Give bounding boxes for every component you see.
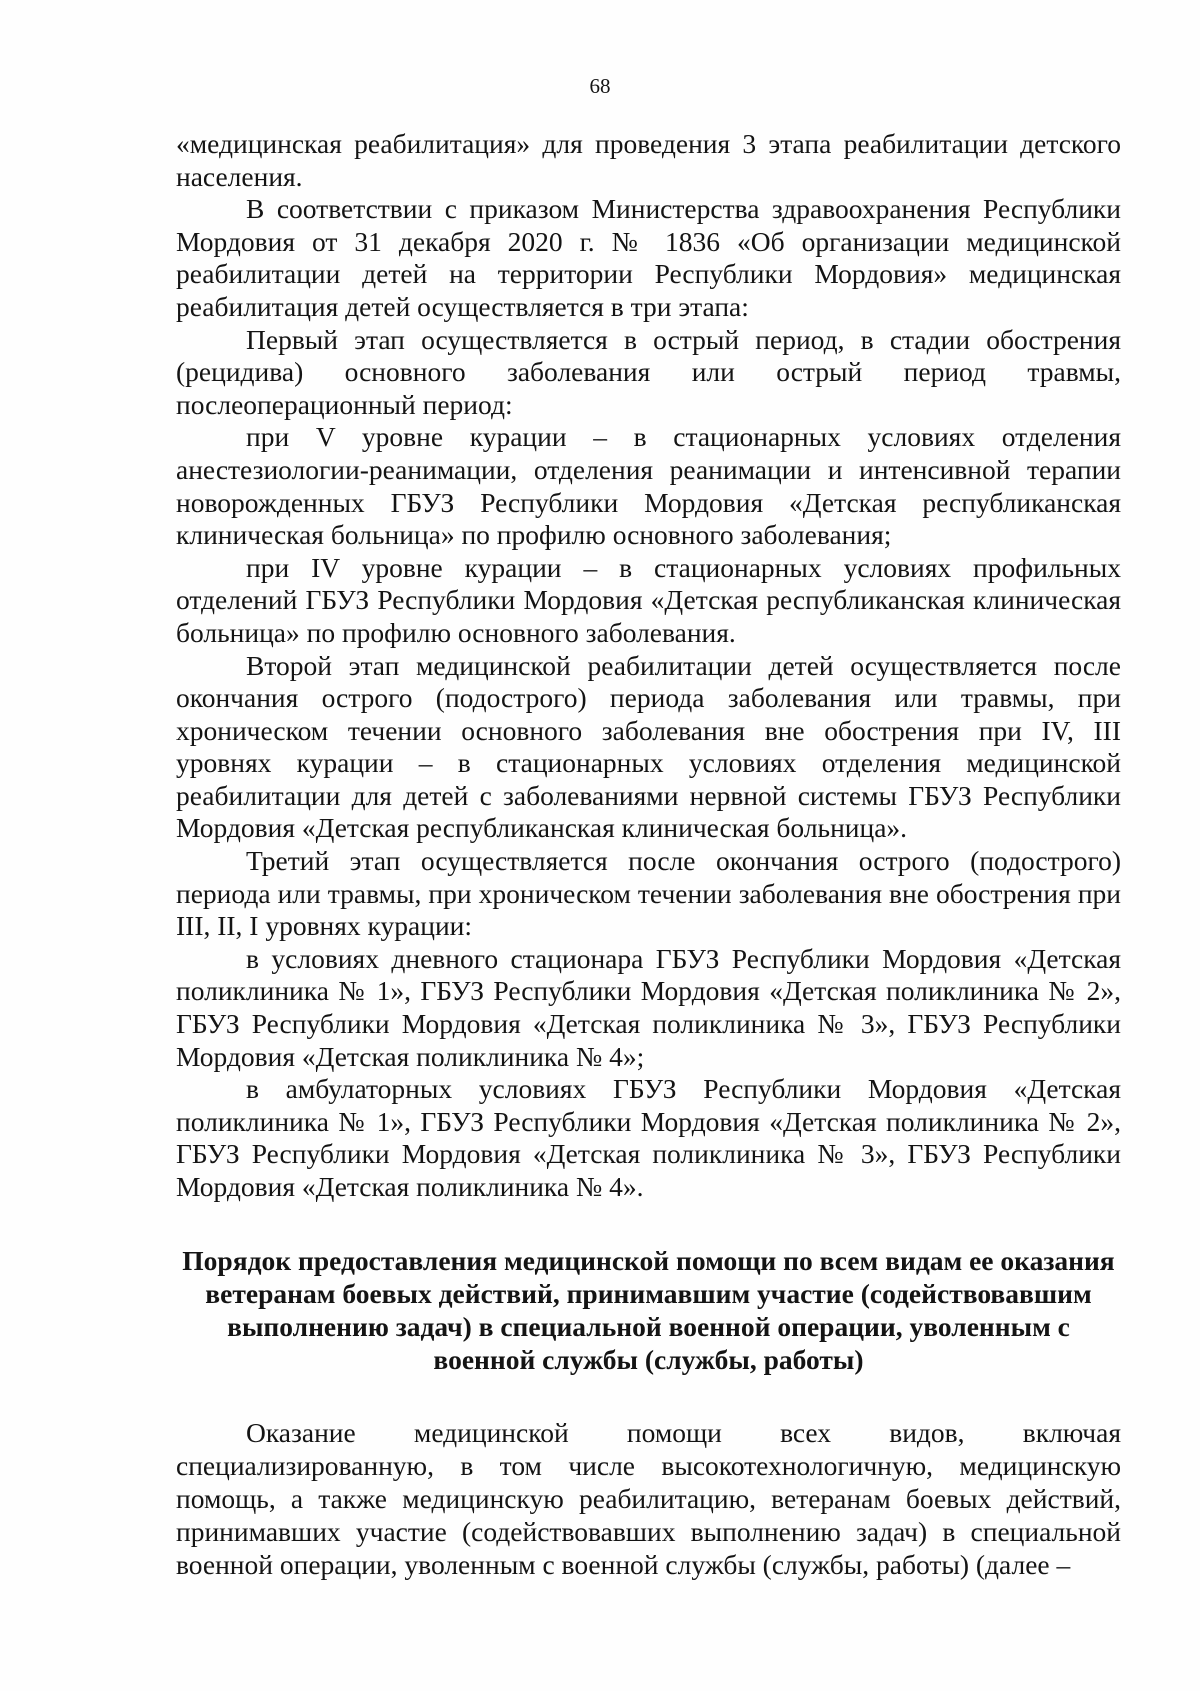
page-number: 68: [589, 74, 611, 98]
paragraph: при IV уровне курации – в стационарных условиях профильных отделений ГБУЗ Республики Мордовия «Детская республиканская клиническая больница» по профилю основного заболевания.: [176, 551, 1121, 648]
section-paragraph: Оказание медицинской помощи всех видов, включая специализированную, в том числе высокотехнологичную, медицинскую помощь, а также медицинскую реабилитацию, ветеранам боевых действий, принимавших участие (содействовавших выполнению задач) в специальной военной операции, уволенным с военной службы (службы, работы) (далее –: [176, 1417, 1121, 1580]
veterans-section: [176, 1244, 1121, 1581]
paragraph: при V уровне курации – в стационарных условиях отделения анестезиологии-реанимации, отделения реанимации и интенсивной терапии новорожденных ГБУЗ Республики Мордовия «Детская республиканская клиническая больница» по профилю основного заболевания;: [176, 421, 1121, 551]
paragraph: в амбулаторных условиях ГБУЗ Республики Мордовия «Детская поликлиника № 1», ГБУЗ Республики Мордовия «Детская поликлиника № 2», ГБУЗ Республики Мордовия «Детская поликлиника № 3», ГБУЗ Республики Мордовия «Детская поликлиника № 4».: [176, 1073, 1121, 1202]
paragraph: Второй этап медицинской реабилитации детей осуществляется после окончания острого (подострого) периода заболевания или травмы, при хроническом течении основного заболевания вне обострения при IV, III уровнях курации – в стационарных условиях отделения медицинской реабилитации для детей с заболеваниями нервной системы ГБУЗ Республики Мордовия «Детская республиканская клиническая больница».: [176, 649, 1121, 844]
document-body: [176, 128, 1121, 1204]
section-heading: Порядок предоставления медицинской помощи по всем видам ее оказания ветеранам боевых действий, принимавшим участие (содействовавшим выполнению задач) в специальной военной операции, уволенным с военной службы (службы, работы): [182, 1245, 1115, 1375]
paragraph: Третий этап осуществляется после окончания острого (подострого) периода или травмы, при хроническом течении заболевания вне обострения при III, II, I уровнях курации:: [176, 845, 1121, 942]
paragraph: в условиях дневного стационара ГБУЗ Республики Мордовия «Детская поликлиника № 1», ГБУЗ Республики Мордовия «Детская поликлиника № 2», ГБУЗ Республики Мордовия «Детская поликлиника № 3», ГБУЗ Республики Мордовия «Детская поликлиника № 4»;: [176, 942, 1121, 1072]
paragraph-continuation: «медицинская реабилитация» для проведения 3 этапа реабилитации детского населения.: [176, 128, 1121, 192]
paragraph: Первый этап осуществляется в острый период, в стадии обострения (рецидива) основного заболевания или острый период травмы, послеоперационный период:: [176, 323, 1121, 420]
paragraph: В соответствии с приказом Министерства здравоохранения Республики Мордовия от 31 декабря 2020 г. № 1836 «Об организации медицинской реабилитации детей на территории Республики Мордовия» медицинская реабилитация детей осуществляется в три этапа:: [176, 193, 1121, 322]
